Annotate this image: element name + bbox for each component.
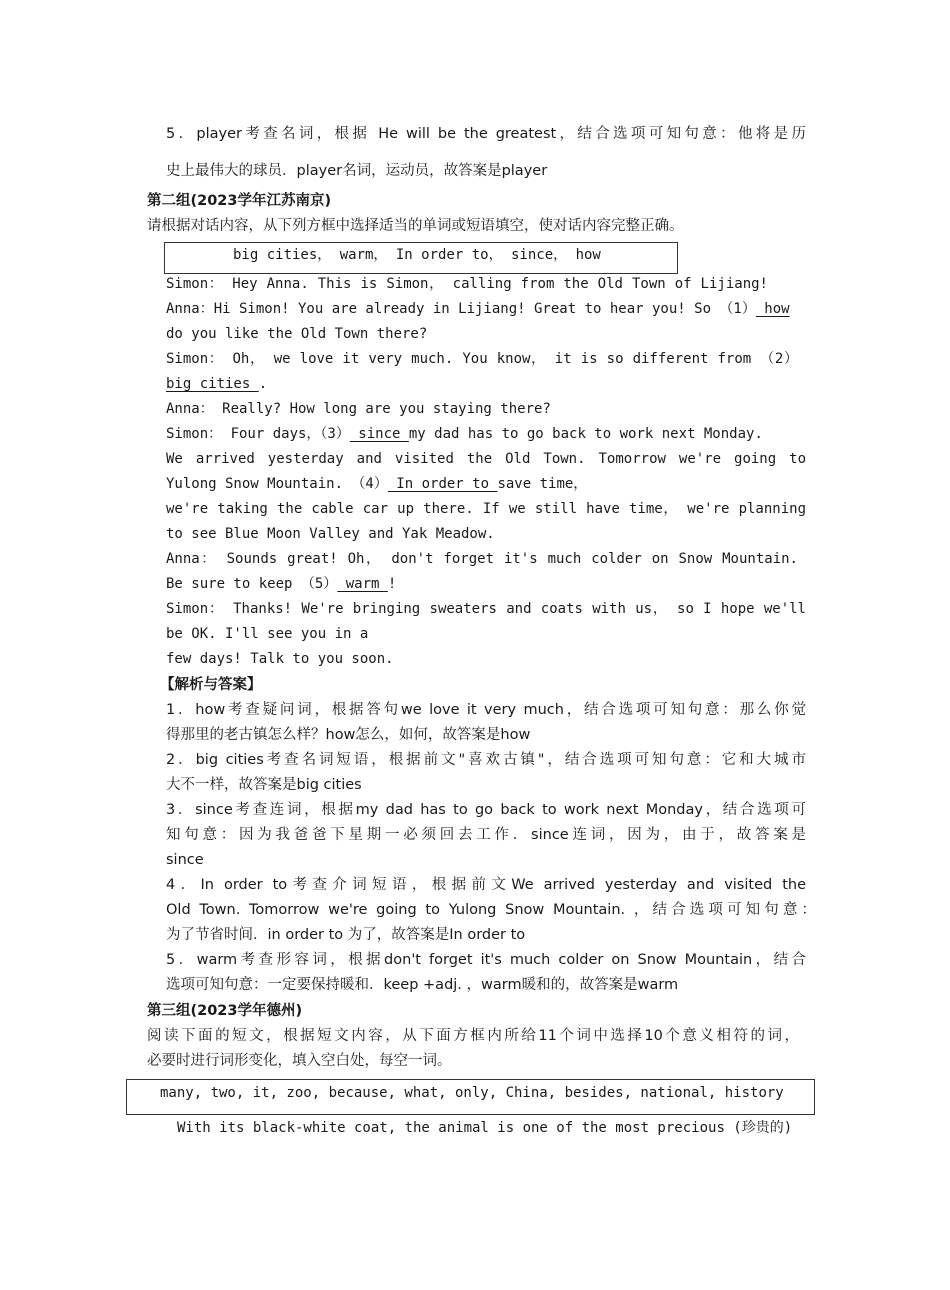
dialogue-line-4: Simon： Oh， we love it very much. You know， it is so different from （2） (166, 351, 798, 367)
dialogue-text: my dad has to go back to work next Monday. (408, 426, 763, 442)
dialogue-text: save time， (497, 476, 588, 492)
analysis-3-line-1: 3．since考查连词，根据my dad has to go back to work next Monday，结合选项可 (166, 802, 806, 818)
analysis-4-line-2: Old Town. Tomorrow we're going to Yulong Snow Mountain. ，结合选项可知句意： (166, 902, 816, 918)
dialogue-line-3: do you like the Old Town there? (166, 326, 428, 342)
answer-blank-5: warm (337, 576, 388, 592)
dialogue-text: Be sure to keep （5） (166, 576, 338, 592)
answer-5-line-2: 史上最伟大的球员．player名词，运动员，故答案是player (166, 163, 548, 179)
answer-blank-1: how (755, 301, 790, 317)
group-3-instruction-2: 必要时进行词形变化，填入空白处，每空一词。 (147, 1053, 452, 1069)
analysis-1-line-1: 1．how考查疑问词，根据答句we love it very much，结合选项可知句意：那么你觉 (166, 702, 806, 718)
dialogue-line-15: be OK. I'll see you in a (166, 626, 369, 642)
dialogue-line-5 (166, 377, 267, 391)
dialogue-line-9 (166, 477, 587, 491)
dialogue-line-16: few days! Talk to you soon. (166, 651, 394, 667)
dialogue-text: Simon： Four days，（3） (166, 426, 350, 442)
dialogue-line-2 (166, 302, 790, 316)
analysis-4-line-3: 为了节省时间．in order to 为了，故答案是In order to (166, 927, 526, 943)
analysis-1-line-2: 得那里的老古镇怎么样？how怎么，如何，故答案是how (166, 727, 531, 743)
dialogue-line-7 (166, 427, 763, 441)
analysis-5-line-1: 5．warm考查形容词，根据don't forget it's much colder on Snow Mountain，结合 (166, 952, 806, 968)
dialogue-text: . (258, 376, 268, 392)
dialogue-line-13 (166, 577, 396, 591)
word-bank-text-2: many, two, it, zoo, because, what, only, China, besides, national, history (160, 1085, 784, 1101)
analysis-4-line-1: 4．In order to考查介词短语，根据前文We arrived yesterday and visited the (166, 877, 806, 893)
dialogue-line-10: we're taking the cable car up there. If we still have time， we're planning (166, 501, 806, 517)
word-bank-text: big cities， warm， In order to， since， how (233, 247, 601, 263)
analysis-heading: 【解析与答案】 (160, 677, 262, 693)
dialogue-line-14: Simon： Thanks! We're bringing sweaters and coats with us， so I hope we'll (166, 601, 806, 617)
dialogue-text: Anna：Hi Simon! You are already in Lijiang! Great to hear you! So （1） (166, 301, 756, 317)
group-3-heading: 第三组(2023学年德州) (147, 1003, 303, 1019)
answer-blank-3: since (349, 426, 409, 442)
answer-blank-4: In order to (387, 476, 498, 492)
answer-5-line-1: 5．player考查名词，根据 He will be the greatest，结合选项可知句意：他将是历 (166, 126, 806, 142)
analysis-3-line-3: since (166, 852, 204, 868)
dialogue-line-1: Simon： Hey Anna. This is Simon， calling from the Old Town of Lijiang! (166, 276, 768, 292)
analysis-2-line-2: 大不一样，故答案是big cities (166, 777, 362, 793)
dialogue-line-12: Anna： Sounds great! Oh， don't forget it's much colder on Snow Mountain. (166, 551, 798, 567)
passage-line-1: With its black-white coat, the animal is one of the most precious (珍贵的) (177, 1120, 793, 1136)
analysis-5-line-2: 选项可知句意：一定要保持暖和．keep +adj. ，warm暖和的，故答案是warm (166, 977, 679, 993)
dialogue-text: ! (387, 576, 397, 592)
group-2-instruction: 请根据对话内容，从下列方框中选择适当的单词或短语填空，使对话内容完整正确。 (147, 218, 684, 234)
dialogue-line-6: Anna： Really? How long are you staying there? (166, 401, 551, 417)
group-2-heading: 第二组(2023学年江苏南京) (147, 193, 332, 209)
dialogue-text: Yulong Snow Mountain. （4） (166, 476, 388, 492)
dialogue-line-8: We arrived yesterday and visited the Old Town. Tomorrow we're going to (166, 451, 806, 467)
dialogue-line-11: to see Blue Moon Valley and Yak Meadow. (166, 526, 495, 542)
analysis-3-line-2: 知句意：因为我爸爸下星期一必须回去工作．since连词，因为，由于，故答案是 (166, 827, 806, 843)
group-3-instruction-1: 阅读下面的短文，根据短文内容，从下面方框内所给11个词中选择10个意义相符的词， (147, 1028, 799, 1044)
answer-blank-2: big cities (166, 376, 259, 392)
analysis-2-line-1: 2．big cities考查名词短语，根据前文"喜欢古镇"，结合选项可知句意：它和大城市 (166, 752, 806, 768)
